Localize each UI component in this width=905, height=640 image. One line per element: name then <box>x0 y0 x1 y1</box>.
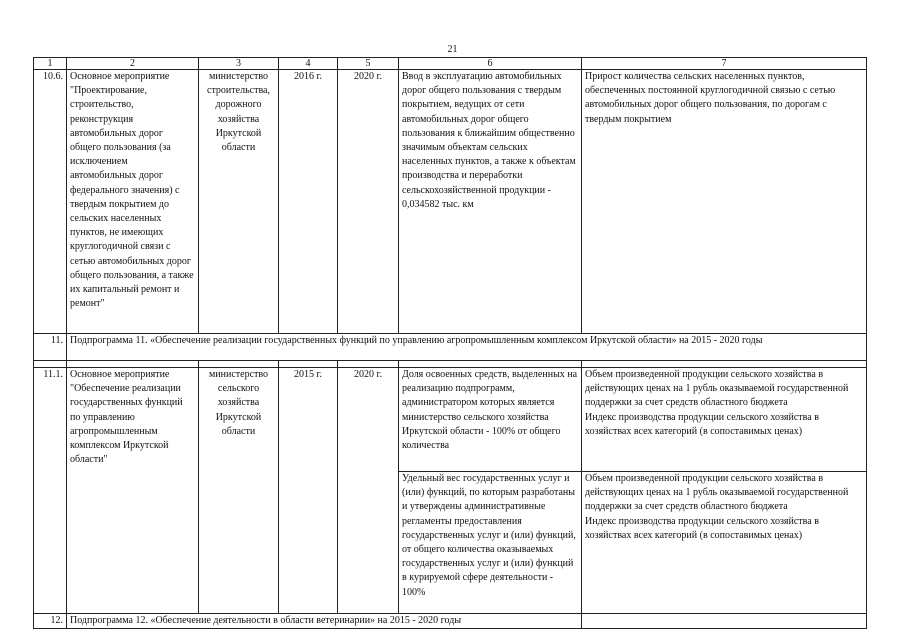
indicator: Объем произведенной продукции сельского хозяйства в действующих ценах на 1 рубль оказываемой государственной поддержки за счет средств областного бюджета <box>585 473 849 513</box>
row-number: 11. <box>34 334 67 361</box>
start-year: 2016 г. <box>279 70 338 334</box>
row-number: 10.6. <box>34 70 67 334</box>
header-col-1: 1 <box>34 58 67 70</box>
empty-cell <box>582 614 867 629</box>
header-row <box>34 58 867 70</box>
start-year: 2015 г. <box>279 368 338 614</box>
subprogram-row-12 <box>34 614 867 629</box>
indicator: Прирост количества сельских населенных пунктов, обеспеченных постоянной круглогодичной связью с сетью автомобильных дорог общего пользования, по дорогам с твердым покрытием <box>582 70 867 334</box>
activity-name: Основное мероприятие "Обеспечение реализации государственных функций по управлению агропромышленным комплексом Иркутской области" <box>67 368 199 614</box>
row-number: 11.1. <box>34 368 67 614</box>
indicator: Индекс производства продукции сельского хозяйства в хозяйствах всех категорий (в сопоставимых ценах) <box>585 515 819 541</box>
header-col-7: 7 <box>582 58 867 70</box>
table-row-11-1a <box>34 368 867 472</box>
program-table <box>33 57 867 629</box>
header-col-5: 5 <box>338 58 399 70</box>
subprogram-title: Подпрограмма 11. «Обеспечение реализации государственных функций по управлению агропромышленным комплексом Иркутской области» на 2015 - 2020 годы <box>67 334 867 361</box>
expected-result: Удельный вес государственных услуг и (или) функций, по которым разработаны и утверждены административные регламенты предоставления государственных услуг и (или) функций, от общего количества оказываемых государственных услуг и (или) функций в курируемой сфере деятельности - 100% <box>399 472 582 614</box>
end-year: 2020 г. <box>338 70 399 334</box>
expected-result: Доля освоенных средств, выделенных на реализацию подпрограмм, администратором которых является министерство сельского хозяйства Иркутской области - 100% от общего количества <box>399 368 582 472</box>
executor: министерство сельского хозяйства Иркутской области <box>199 368 279 614</box>
header-col-6: 6 <box>399 58 582 70</box>
table-row-10-6 <box>34 70 867 334</box>
header-col-2: 2 <box>67 58 199 70</box>
spacer-row <box>34 361 867 368</box>
subprogram-row-11 <box>34 334 867 361</box>
expected-result: Ввод в эксплуатацию автомобильных дорог общего пользования с твердым покрытием, ведущих от сети автомобильных дорог общего пользования к ближайшим общественно значимым объектам сельских населенных пунктов, а также к объектам производства и переработки сельскохозяйственной продукции - 0,034582 тыс. км <box>399 70 582 334</box>
header-col-4: 4 <box>279 58 338 70</box>
end-year: 2020 г. <box>338 368 399 614</box>
header-col-3: 3 <box>199 58 279 70</box>
row-number: 12. <box>34 614 67 629</box>
executor: министерство строительства, дорожного хозяйства Иркутской области <box>199 70 279 334</box>
page-number: 21 <box>447 44 458 55</box>
indicator-cell <box>582 472 867 614</box>
activity-name: Основное мероприятие "Проектирование, строительство, реконструкция автомобильных дорог общего пользования (за исключением автомобильных дорог федерального значения) с твердым покрытием до сельских населенных пунктов, не имеющих круглогодичной связи с сетью автомобильных дорог общего пользования, а также их капитальный ремонт и ремонт" <box>67 70 199 334</box>
indicator: Индекс производства продукции сельского хозяйства в хозяйствах всех категорий (в сопоставимых ценах) <box>585 411 819 437</box>
indicator: Объем произведенной продукции сельского хозяйства в действующих ценах на 1 рубль оказываемой государственной поддержки за счет средств областного бюджета <box>585 369 849 409</box>
indicator-cell <box>582 368 867 472</box>
subprogram-title: Подпрограмма 12. «Обеспечение деятельности в области ветеринарии» на 2015 - 2020 годы <box>67 614 582 629</box>
